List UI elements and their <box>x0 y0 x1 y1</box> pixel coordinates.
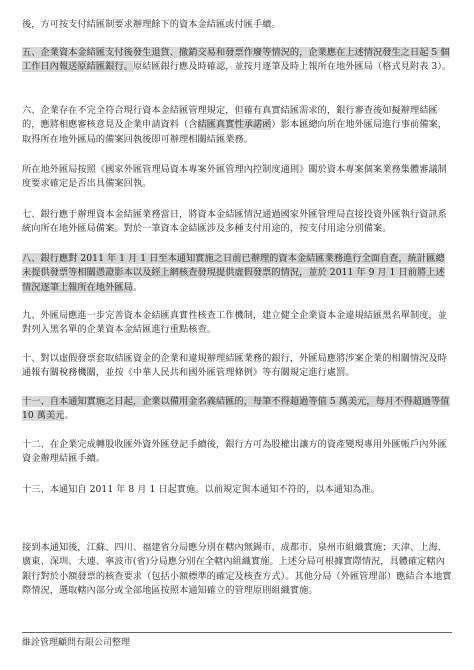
paragraph-11-end: 。 <box>64 410 74 422</box>
paragraph-6-end: ）影本匯總向所在地外匯局進行事前備案，取得所在地外匯局的備案回執後即可辦理相關結匯業務。 <box>22 119 447 145</box>
paragraph-9-text: 九、外匯局應進一步完善資本金結匯真實性核查工作機制，建立健全企業資本金違規結匯黑名單制度，並對列入黑名單的企業資本金結匯進行重點核查。 <box>22 310 447 336</box>
paragraph-11 <box>22 395 452 424</box>
paragraph-12-text: 十二、在企業完成轉股收匯外資外匯登記手續後，銀行方可為股權出讓方的資產變現專用外匯帳戶內外匯資金辦理結匯手續。 <box>22 439 447 465</box>
paragraph-6-note-text: 所在地外匯局按照《國家外匯管理局資本專案外匯管理內控制度通則》關於資本專案個案業務集體審議制度要求確定是否出具備案回執。 <box>22 164 447 190</box>
paragraph-5 <box>22 46 452 75</box>
paragraph-12 <box>22 438 452 467</box>
paragraph-intro <box>22 18 452 32</box>
paragraph-13 <box>22 483 452 497</box>
highlighted-text: 結匯真實性承諾函 <box>197 119 272 131</box>
paragraph-8-end: 。 <box>132 281 143 293</box>
highlighted-text: 十一、自本通知實施之日起，企業以備用金名義結匯的，每筆不得超過等值 5 萬美元，每月不得超過等值 10 萬美元 <box>22 396 450 422</box>
highlighted-text: 五、企業資本金結匯支付後發生退貨、撤銷交易和發票作廢等情況的，企業應在上述情況發生之日起 5 個工作日內報送原結匯銀行。 <box>22 47 450 73</box>
paragraph-notice <box>22 541 452 599</box>
paragraph-7-text: 七、銀行應于辦理資本金結匯業務當日，將資本金結匯情況通過國家外匯管理局直接投資外匯執行資訊系統向所在地外匯局備案。對於一筆資本金結匯涉及多種支付用途的，按支付用途分別備案。 <box>22 209 447 235</box>
notice-text: 接到本通知後，江蘇、四川、福建省分局應分別在轄內無錫市、成都市、泉州市組織實施；天津、上海、廣東、深圳、大連、寧波市(省)分局應分別在全轄內組織實施。上述分局可根據實際情況，具體確定轄內銀行對於小額發票的核查要求（包括小額標準的確定及核查方式）。其他分局（外匯管理部）應結合本地實際情況，選取轄內部分或全部地區按照本通知確立的管理原則組織實施。 <box>22 542 452 597</box>
paragraph-5-rest: 原結匯銀行應及時確認，並按月逐筆及時上報所在地外匯局（格式見附表 3）。 <box>132 61 452 73</box>
paragraph-6 <box>22 104 452 147</box>
paragraph-10 <box>22 352 452 381</box>
highlighted-text: 八、銀行應對 2011 年 1 月 1 日至本通知實施之日前已辦理的資本金結匯業務進行全面自查，統計匯總未提供發票等相關憑證影本以及經上網核查發現提供虛假發票的情況，並於 2011 年 9 月 1 日前將上述情況逐筆上報所在地外匯局 <box>22 253 445 293</box>
footer-text: 維詮管理顧問有限公司整理 <box>22 638 131 648</box>
paragraph-13-text: 十三、本通知自 2011 年 8 月 1 日起實施。以前規定與本通知不符的，以本通知為准。 <box>22 484 381 495</box>
paragraph-6-start: 六、企業存在不完全符合現行資本金結匯管理規定，但確有真實結匯需求的，銀行審查後如擬辦理結匯的，應將相應審核意見及企業申請資料（含 <box>22 105 438 131</box>
footer-divider <box>22 632 452 633</box>
paragraph-9 <box>22 309 452 338</box>
paragraph-6-note <box>22 163 452 192</box>
paragraph-10-text: 十、對以虛假發票套取結匯資金的企業和違規辦理結匯業務的銀行，外匯局應將涉案企業的相關情況及時通報有關稅務機關，並按《中華人民共和國外匯管理條例》等有關規定進行處罰。 <box>22 353 447 379</box>
paragraph-7 <box>22 208 452 237</box>
paragraph-8 <box>22 252 452 295</box>
intro-text: 後，方可按支付結匯制要求辦理餘下的資本金結匯或付匯手續。 <box>22 19 281 30</box>
